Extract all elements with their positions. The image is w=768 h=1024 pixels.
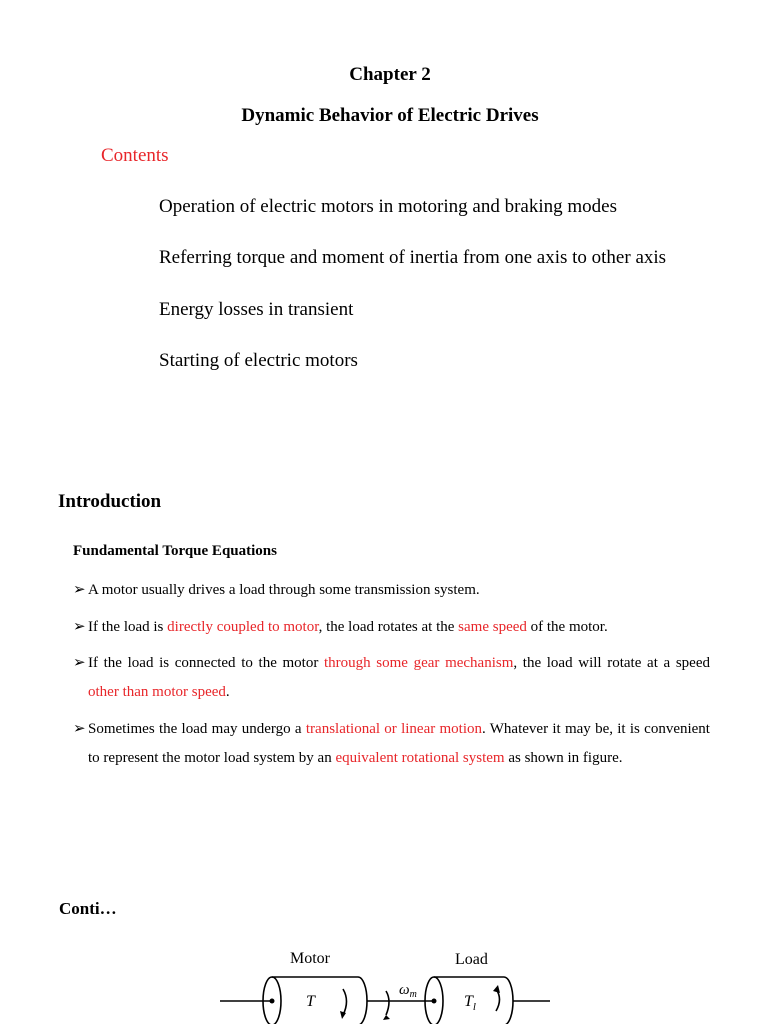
bullet-text: A motor usually drives a load through some transmission system. — [88, 582, 480, 598]
bullet-text: Sometimes the load may undergo a translational or linear motion. Whatever it may be, it is convenient to represent the motor load system by an equivalent rotational system as shown in figure. — [88, 721, 710, 766]
chapter-number: Chapter 2 — [349, 64, 431, 85]
highlight-text: equivalent rotational system — [335, 750, 505, 766]
arrow-bullet-icon: ➢ — [73, 721, 86, 737]
fundamental-torque-heading: Fundamental Torque Equations — [73, 543, 277, 559]
motor-torque-arrow — [343, 989, 347, 1015]
bullet-text: If the load is directly coupled to motor, the load rotates at the same speed of the motor. — [88, 619, 608, 635]
contents-item: Referring torque and moment of inertia from one axis to other axis — [159, 247, 667, 268]
bullet-item — [73, 613, 710, 642]
bullet-item — [73, 649, 710, 707]
load-torque-label: $T_l$ — [464, 993, 476, 1013]
load-cylinder-right — [504, 977, 513, 1024]
motor-label: Motor — [290, 950, 330, 967]
highlight-text: other than motor speed — [88, 684, 226, 700]
motor-torque-label: T — [306, 993, 315, 1010]
motor-axis-dot — [270, 999, 275, 1004]
speed-arrow — [386, 991, 389, 1015]
load-label: Load — [455, 951, 488, 968]
introduction-heading: Introduction — [58, 491, 162, 512]
bullet-item — [73, 576, 710, 605]
arrow-bullet-icon: ➢ — [73, 655, 86, 671]
bullet-item — [73, 715, 710, 773]
conti-heading: Conti… — [59, 899, 117, 918]
bullet-text: If the load is connected to the motor through some gear mechanism, the load will rotate at a speed other than motor speed. — [88, 655, 710, 700]
speed-label: $\omega_m$ — [399, 982, 417, 1000]
motor-load-diagram — [200, 935, 580, 1024]
arrow-bullet-icon: ➢ — [73, 582, 86, 598]
contents-item: Starting of electric motors — [159, 350, 358, 371]
contents-heading: Contents — [101, 145, 169, 166]
load-axis-dot — [432, 999, 437, 1004]
arrow-bullet-icon: ➢ — [73, 619, 86, 635]
highlight-text: through some gear mechanism — [323, 655, 514, 671]
motor-cylinder-right — [358, 977, 367, 1024]
load-torque-arrowhead — [493, 985, 500, 993]
chapter-title: Dynamic Behavior of Electric Drives — [241, 105, 539, 126]
contents-item: Energy losses in transient — [159, 299, 354, 320]
contents-item: Operation of electric motors in motoring and braking modes — [159, 196, 617, 217]
speed-arrowhead — [383, 1015, 390, 1020]
highlight-text: same speed — [458, 619, 527, 635]
highlight-text: directly coupled to motor — [167, 619, 319, 635]
highlight-text: translational or linear motion — [305, 721, 483, 737]
